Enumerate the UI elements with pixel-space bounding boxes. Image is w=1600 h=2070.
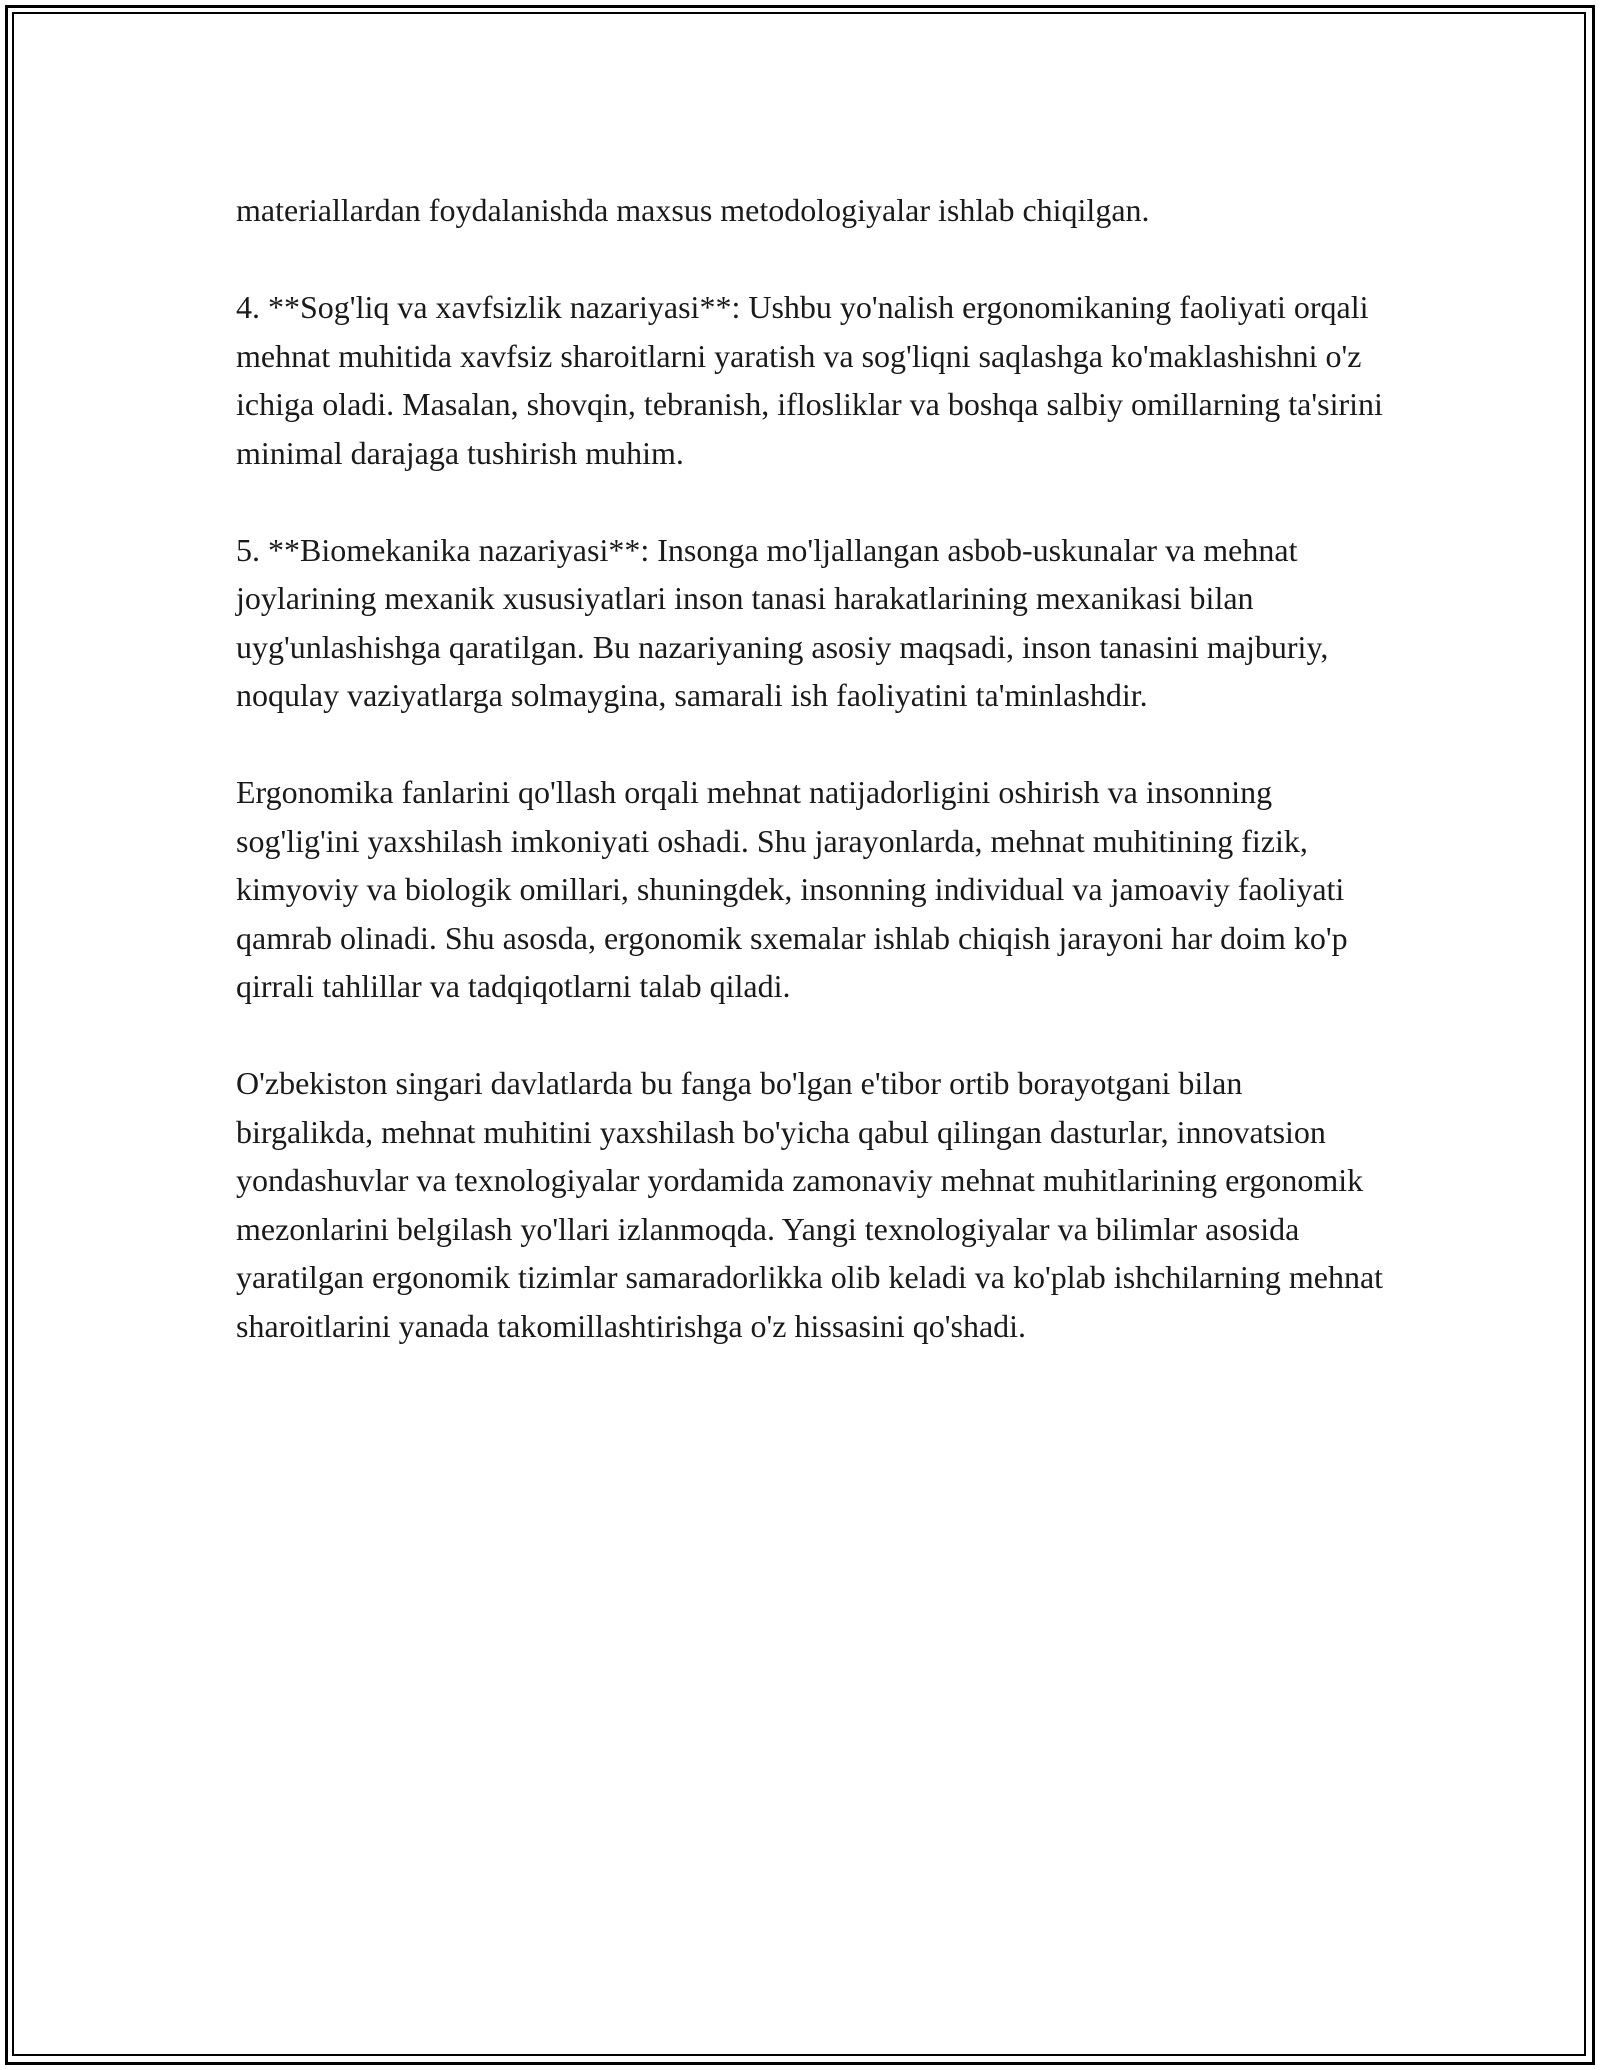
paragraph-continuation: materiallardan foydalanishda maxsus metodologiyalar ishlab chiqilgan. bbox=[236, 192, 1150, 228]
paragraph-health-safety-theory: 4. **Sog'liq va xavfsizlik nazariyasi**: Ushbu yo'nalish ergonomikaning faoliyati orqali mehnat muhitida xavfsiz sharoitlarni yaratish va sog'liqni saqlashga ko'maklashishni o'z ichiga oladi. Masalan, shovqin, tebranish, iflosliklar va boshqa salbiy omillarning ta'sirini minimal darajaga tushirish muhim. bbox=[236, 289, 1383, 471]
document-body bbox=[236, 186, 1386, 1399]
paragraph-ergonomics-application: Ergonomika fanlarini qo'llash orqali mehnat natijadorligini oshirish va insonning sog'lig'ini yaxshilash imkoniyati oshadi. Shu jarayonlarda, mehnat muhitining fizik, kimyoviy va biologik omillari, shuningdek, insonning individual va jamoaviy faoliyati qamrab olinadi. Shu asosda, ergonomik sxemalar ishlab chiqish jarayoni har doim ko'p qirrali tahlillar va tadqiqotlarni talab qiladi. bbox=[236, 774, 1348, 1004]
paragraph-uzbekistan: O'zbekiston singari davlatlarda bu fanga bo'lgan e'tibor ortib borayotgani bilan birgalikda, mehnat muhitini yaxshilash bo'yicha qabul qilingan dasturlar, innovatsion yondashuvlar va texnologiyalar yordamida zamonaviy mehnat muhitlarining ergonomik mezonlarini belgilash yo'llari izlanmoqda. Yangi texnologiyalar va bilimlar asosida yaratilgan ergonomik tizimlar samaradorlikka olib keladi va ko'plab ishchilarning mehnat sharoitlarini yanada takomillashtirishga o'z hissasini qo'shadi. bbox=[236, 1065, 1384, 1344]
paragraph-biomechanics-theory: 5. **Biomekanika nazariyasi**: Insonga mo'ljallangan asbob-uskunalar va mehnat joylarining mexanik xususiyatlari inson tanasi harakatlarining mexanikasi bilan uyg'unlashishga qaratilgan. Bu nazariyaning asosiy maqsadi, inson tanasini majburiy, noqulay vaziyatlarga solmaygina, samarali ish faoliyatini ta'minlashdir. bbox=[236, 531, 1329, 713]
